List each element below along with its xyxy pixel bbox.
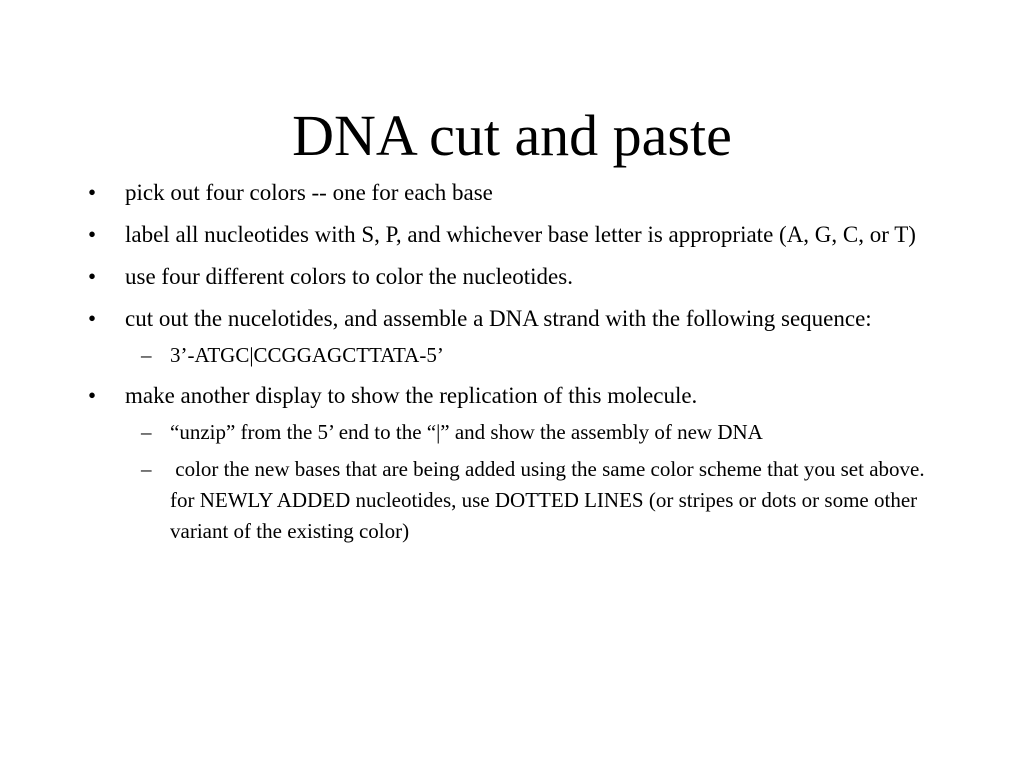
bullet-text: label all nucleotides with S, P, and whichever base letter is appropriate (A, G, C, or T) bbox=[125, 222, 916, 247]
bullet-item bbox=[0, 302, 940, 336]
bullet-item bbox=[0, 218, 940, 252]
bullet-item bbox=[0, 379, 940, 413]
slide-body bbox=[0, 176, 1024, 555]
dash-icon: – bbox=[141, 343, 152, 367]
subbullet-text: color the new bases that are being added using the same color scheme that you set above. for NEWLY ADDED nucleotides, use DOTTED LINES (or stripes or dots or some other variant of the existing color) bbox=[170, 457, 936, 543]
dash-icon: – bbox=[141, 457, 152, 481]
dash-icon: – bbox=[141, 420, 152, 444]
bullet-text: pick out four colors -- one for each base bbox=[125, 180, 493, 205]
bullet-text: make another display to show the replication of this molecule. bbox=[125, 383, 698, 408]
bullet-icon: • bbox=[88, 222, 97, 247]
subbullet-text: 3’-ATGC|CCGGAGCTTATA-5’ bbox=[170, 343, 444, 367]
subbullet-item bbox=[0, 454, 945, 547]
bullet-text: use four different colors to color the nucleotides. bbox=[125, 264, 573, 289]
bullet-icon: • bbox=[88, 264, 97, 289]
bullet-text: cut out the nucelotides, and assemble a DNA strand with the following sequence: bbox=[125, 306, 872, 331]
bullet-icon: • bbox=[88, 180, 97, 205]
subbullet-text: “unzip” from the 5’ end to the “|” and show the assembly of new DNA bbox=[170, 420, 763, 444]
bullet-item bbox=[0, 176, 940, 210]
bullet-icon: • bbox=[88, 383, 97, 408]
subbullet-item bbox=[0, 417, 945, 448]
slide-title: DNA cut and paste bbox=[292, 103, 732, 168]
subbullet-item bbox=[0, 340, 945, 371]
bullet-icon: • bbox=[88, 306, 97, 331]
bullet-item bbox=[0, 260, 940, 294]
